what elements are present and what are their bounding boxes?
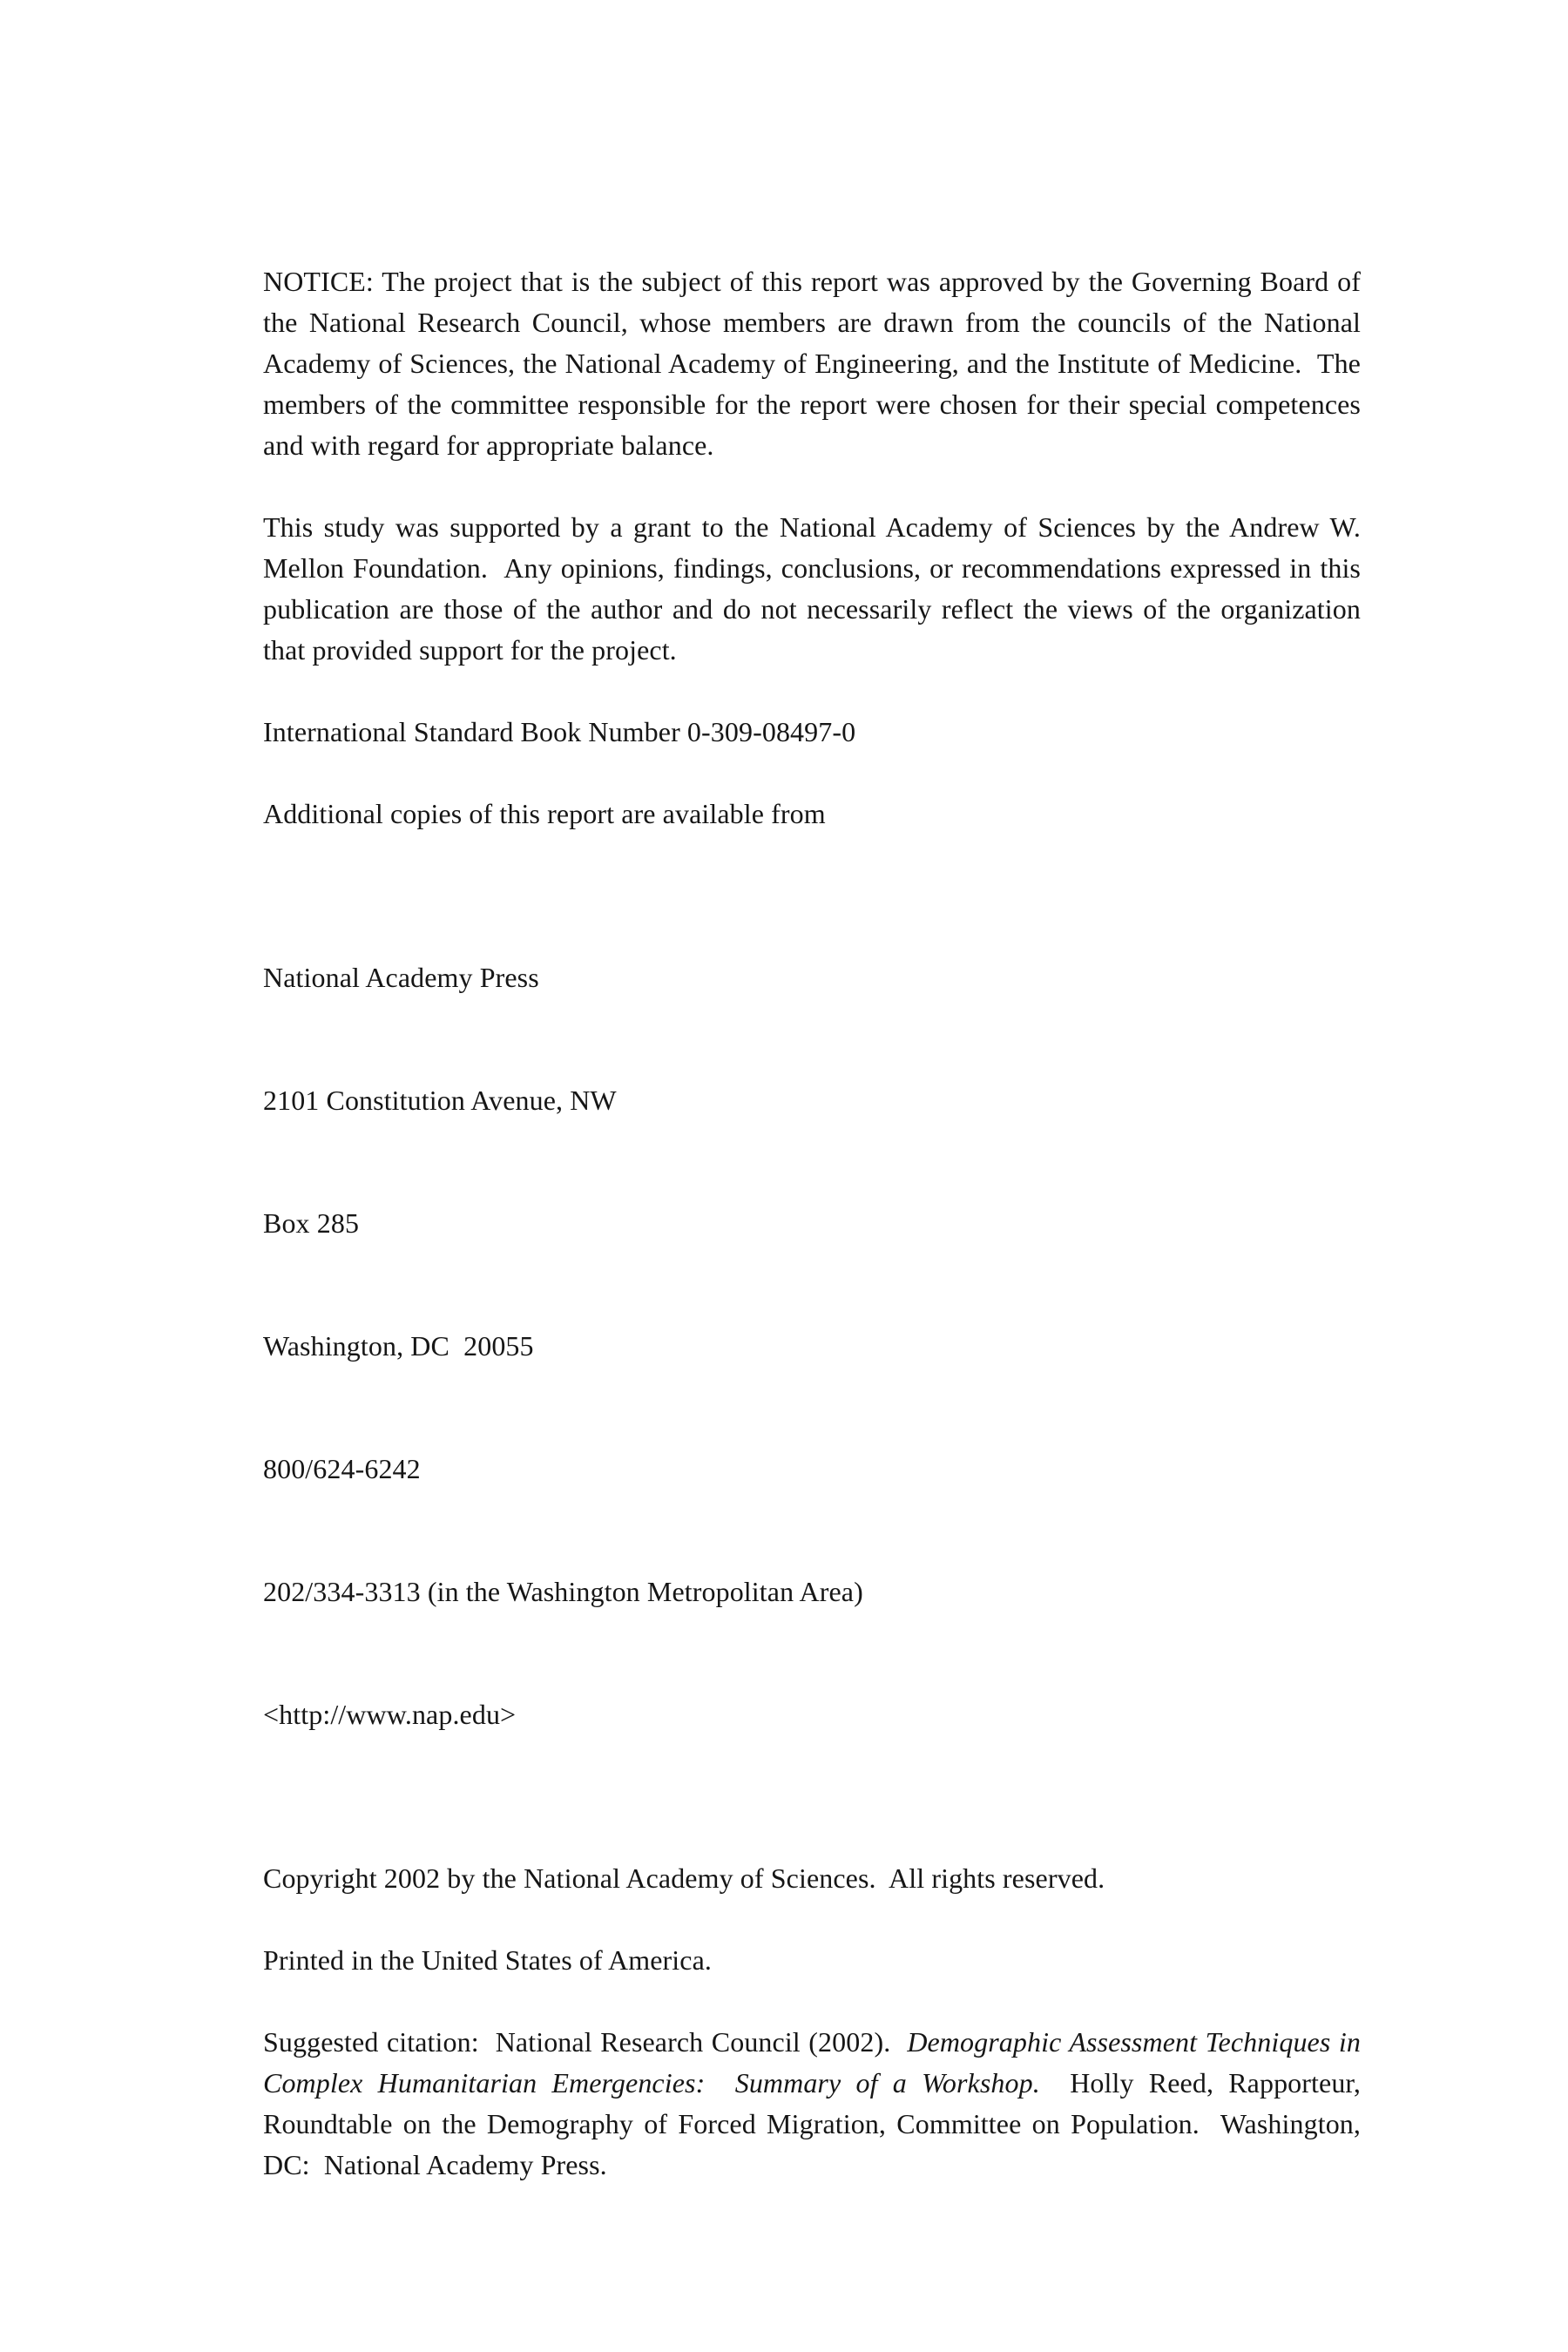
- publisher-box: Box 285: [263, 1207, 360, 1239]
- citation-suffix: Holly Reed, Rapporteur, Roundtable on the Demography of Forced Migration, Committee on Population. Washington, DC: National Academy Press.: [263, 2067, 1369, 2180]
- publisher-phone-local: 202/334-3313 (in the Washington Metropolitan Area): [263, 1576, 863, 1607]
- publisher-name: National Academy Press: [263, 962, 539, 993]
- printed-line: Printed in the United States of America.: [263, 1944, 712, 1976]
- copyright-page-content: [263, 261, 1369, 2186]
- availability-line: Additional copies of this report are available from: [263, 798, 826, 829]
- publisher-city-zip: Washington, DC 20055: [263, 1330, 534, 1362]
- citation-title: Demographic Assessment Techniques in Complex Humanitarian Emergencies: Summary of a Workshop.: [263, 2026, 1369, 2099]
- publisher-address-block: [263, 875, 1361, 1817]
- notice-paragraph: NOTICE: The project that is the subject of this report was approved by the Governing Board of the National Research Council, whose members are drawn from the councils of the National Academy of Sciences, the National Academy of Engineering, and the Institute of Medicine. The members of the committee responsible for the report were chosen for their special competences and with regard for appropriate balance.: [263, 266, 1369, 461]
- publisher-phone-tollfree: 800/624-6242: [263, 1453, 421, 1484]
- suggested-citation-paragraph: [263, 2022, 1369, 2186]
- support-statement-paragraph: This study was supported by a grant to the National Academy of Sciences by the Andrew W. Mellon Foundation. Any opinions, findings, conclusions, or recommendations expressed in this publication are those of the author and do not necessarily reflect the views of the organization that provided support for the project.: [263, 511, 1369, 666]
- publisher-street: 2101 Constitution Avenue, NW: [263, 1085, 617, 1116]
- isbn-line: International Standard Book Number 0-309-08497-0: [263, 716, 856, 747]
- copyright-line: Copyright 2002 by the National Academy of Sciences. All rights reserved.: [263, 1862, 1105, 1894]
- publisher-url: <http://www.nap.edu>: [263, 1699, 517, 1730]
- citation-prefix: Suggested citation: National Research Council (2002).: [263, 2026, 908, 2058]
